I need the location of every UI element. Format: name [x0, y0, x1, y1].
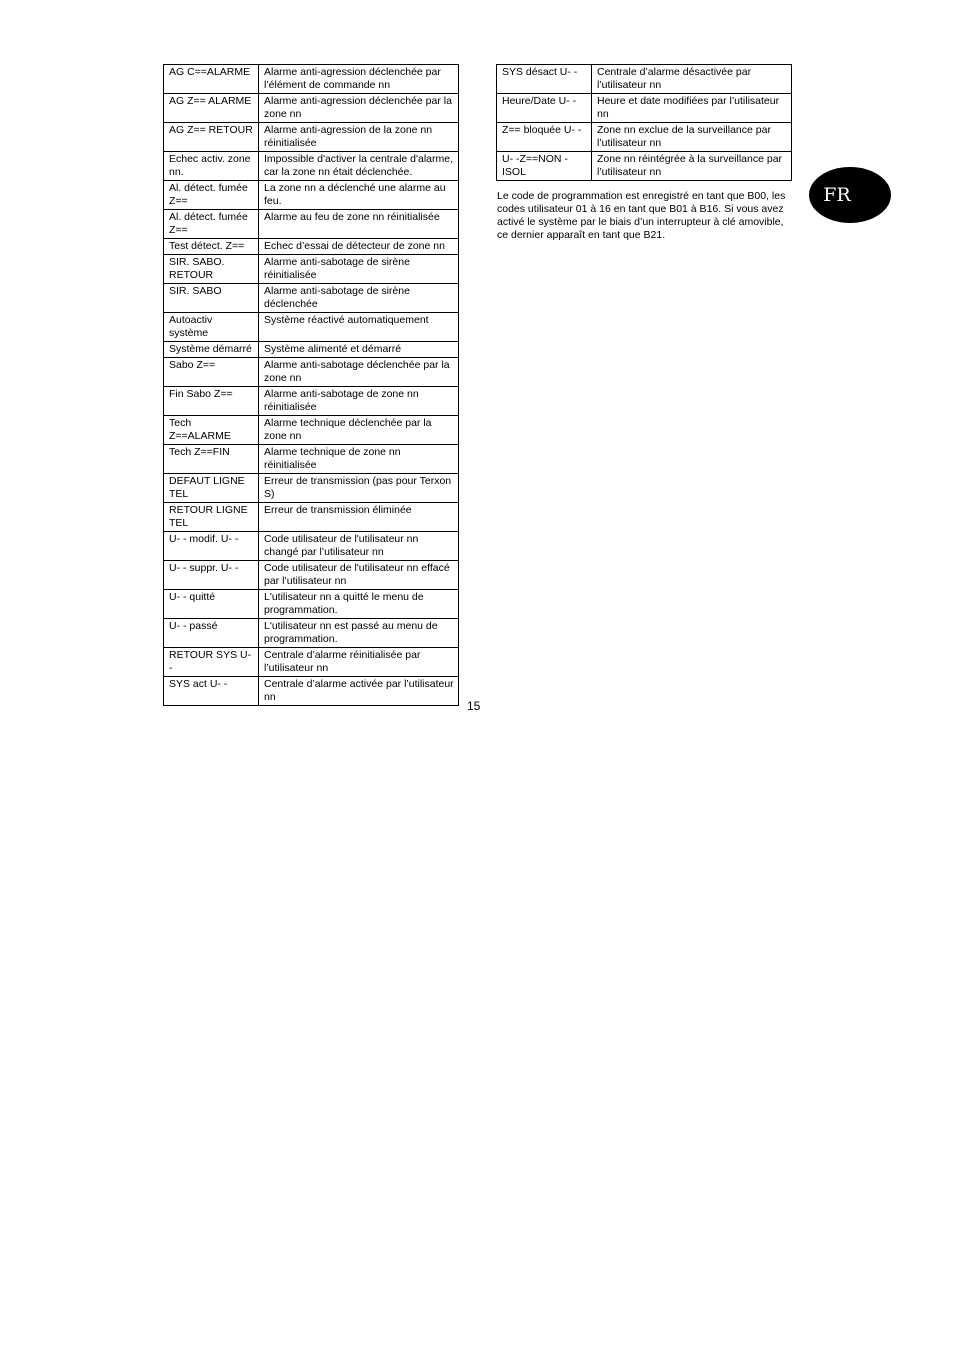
event-code-cell: Test détect. Z== — [164, 239, 259, 255]
event-description-cell: Alarme anti-agression de la zone nn réinitialisée — [259, 123, 459, 152]
event-description-cell: Système alimenté et démarré — [259, 342, 459, 358]
table-row — [497, 65, 792, 94]
table-row — [164, 342, 459, 358]
event-code-cell: RETOUR SYS U- - — [164, 648, 259, 677]
event-description-cell: Zone nn exclue de la surveillance par l’utilisateur nn — [592, 123, 792, 152]
event-description-cell: Code utilisateur de l'utilisateur nn effacé par l’utilisateur nn — [259, 561, 459, 590]
event-code-cell: AG C==ALARME — [164, 65, 259, 94]
event-description-cell: Alarme technique déclenchée par la zone nn — [259, 416, 459, 445]
page-number: 15 — [467, 699, 481, 713]
event-description-cell: Heure et date modifiées par l’utilisateur nn — [592, 94, 792, 123]
event-description-cell: Code utilisateur de l'utilisateur nn changé par l’utilisateur nn — [259, 532, 459, 561]
table-body — [164, 65, 459, 706]
table-row — [164, 474, 459, 503]
event-description-cell: Centrale d’alarme activée par l’utilisateur nn — [259, 677, 459, 706]
table-row — [164, 561, 459, 590]
table-row — [164, 619, 459, 648]
language-badge: FR — [809, 167, 891, 223]
table-row — [164, 358, 459, 387]
event-description-cell: L'utilisateur nn a quitté le menu de programmation. — [259, 590, 459, 619]
event-code-cell: U- - quitté — [164, 590, 259, 619]
table-row — [164, 532, 459, 561]
event-description-cell: Alarme anti-sabotage de sirène réinitialisée — [259, 255, 459, 284]
table-row — [164, 94, 459, 123]
table-row — [164, 416, 459, 445]
table-row — [164, 590, 459, 619]
table-row — [164, 239, 459, 255]
event-log-table-left — [163, 64, 459, 706]
table-row — [164, 181, 459, 210]
event-code-cell: Z== bloquée U- - — [497, 123, 592, 152]
event-description-cell: L'utilisateur nn est passé au menu de programmation. — [259, 619, 459, 648]
event-code-cell: Tech Z==FIN — [164, 445, 259, 474]
event-code-cell: Heure/Date U- - — [497, 94, 592, 123]
event-log-table-right — [496, 64, 792, 181]
event-code-cell: Fin Sabo Z== — [164, 387, 259, 416]
table-body — [497, 65, 792, 181]
event-description-cell: Erreur de transmission (pas pour Terxon S) — [259, 474, 459, 503]
event-code-cell: SIR. SABO — [164, 284, 259, 313]
event-code-cell: Al. détect. fumée Z== — [164, 181, 259, 210]
event-code-cell: Sabo Z== — [164, 358, 259, 387]
event-code-cell: U- - passé — [164, 619, 259, 648]
event-description-cell: Alarme au feu de zone nn réinitialisée — [259, 210, 459, 239]
event-code-cell: Echec activ. zone nn. — [164, 152, 259, 181]
event-code-cell: AG Z== ALARME — [164, 94, 259, 123]
table-row — [164, 387, 459, 416]
table-row — [164, 152, 459, 181]
event-code-cell: U- - modif. U- - — [164, 532, 259, 561]
table-row — [164, 445, 459, 474]
event-description-cell: Alarme technique de zone nn réinitialisée — [259, 445, 459, 474]
event-description-cell: Centrale d’alarme réinitialisée par l’utilisateur nn — [259, 648, 459, 677]
event-code-cell: Autoactiv système — [164, 313, 259, 342]
table-row — [497, 152, 792, 181]
event-code-cell: RETOUR LIGNE TEL — [164, 503, 259, 532]
event-code-cell: SYS act U- - — [164, 677, 259, 706]
table-row — [164, 648, 459, 677]
event-code-cell: SYS désact U- - — [497, 65, 592, 94]
table-row — [497, 123, 792, 152]
event-description-cell: Alarme anti-agression déclenchée par l’élément de commande nn — [259, 65, 459, 94]
programming-code-note: Le code de programmation est enregistré en tant que B00, les codes utilisateur 01 à 16 en tant que B01 à B16. Si vous avez activé le système par le biais d’un interrupteur à clé amovible, ce dernier apparaît en tant que B21. — [497, 190, 786, 241]
event-code-cell: Tech Z==ALARME — [164, 416, 259, 445]
event-code-cell: U- -Z==NON - ISOL — [497, 152, 592, 181]
table-row — [164, 255, 459, 284]
event-code-cell: SIR. SABO. RETOUR — [164, 255, 259, 284]
event-description-cell: Alarme anti-sabotage de sirène déclenchée — [259, 284, 459, 313]
event-description-cell: Echec d’essai de détecteur de zone nn — [259, 239, 459, 255]
event-code-cell: Système démarré — [164, 342, 259, 358]
event-description-cell: Système réactivé automatiquement — [259, 313, 459, 342]
event-description-cell: Alarme anti-sabotage déclenchée par la zone nn — [259, 358, 459, 387]
event-description-cell: Alarme anti-sabotage de zone nn réinitialisée — [259, 387, 459, 416]
event-description-cell: Alarme anti-agression déclenchée par la zone nn — [259, 94, 459, 123]
event-code-cell: AG Z== RETOUR — [164, 123, 259, 152]
event-description-cell: Impossible d'activer la centrale d'alarme, car la zone nn était déclenchée. — [259, 152, 459, 181]
table-row — [164, 677, 459, 706]
table-row — [164, 210, 459, 239]
table-row — [164, 284, 459, 313]
table-row — [164, 123, 459, 152]
table-row — [497, 94, 792, 123]
event-code-cell: DEFAUT LIGNE TEL — [164, 474, 259, 503]
event-description-cell: Centrale d’alarme désactivée par l’utilisateur nn — [592, 65, 792, 94]
table-row — [164, 313, 459, 342]
event-description-cell: Zone nn réintégrée à la surveillance par l’utilisateur nn — [592, 152, 792, 181]
table-row — [164, 503, 459, 532]
table-row — [164, 65, 459, 94]
event-code-cell: U- - suppr. U- - — [164, 561, 259, 590]
event-description-cell: La zone nn a déclenché une alarme au feu. — [259, 181, 459, 210]
event-code-cell: Al. détect. fumée Z== — [164, 210, 259, 239]
event-description-cell: Erreur de transmission éliminée — [259, 503, 459, 532]
